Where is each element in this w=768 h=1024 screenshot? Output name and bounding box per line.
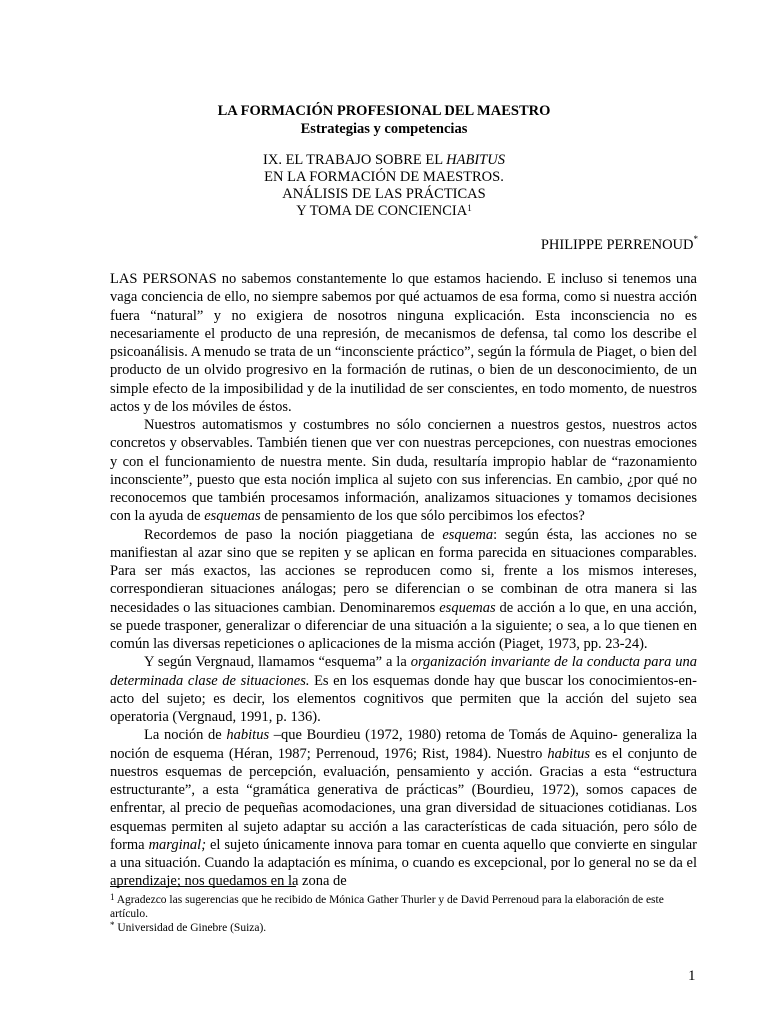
paragraph-1: LAS PERSONAS no sabemos constantemente lo que estamos haciendo. E incluso si tenemos una vaga conciencia de ello, no siempre sabemos por qué actuamos de esa forma, como si nuestra acción fuera “natural” y no exigiera de nosotros ninguna explicación. Esta inconsciencia no es necesariamente el producto de una represión, de mecanismos de defensa, tal como los describe el psicoanálisis. A menudo se trata de un “inconsciente práctico”, según la fórmula de Piaget, o bien del producto de un olvido progresivo en la formación de rutinas, o bien de un desconocimiento, de un simple efecto de la imposibilidad y de la inutilidad de ser conscientes, en todo momento, de nuestros actos y de los móviles de éstos. <box>110 271 697 415</box>
body-text <box>110 270 697 891</box>
author-line <box>540 234 698 254</box>
page-number: 1 <box>688 968 696 984</box>
footnote-1: $^1$ Agradezco las sugerencias que he recibido de Mónica Gather Thurler y de David Perrenoud para la elaboración de este artículo. <box>110 892 664 920</box>
footnote-ref-author: * <box>693 234 698 244</box>
book-title: LA FORMACIÓN PROFESIONAL DEL MAESTRO <box>217 103 551 119</box>
footnote-separator <box>110 886 296 887</box>
author-name: PHILIPPE PERRENOUD <box>540 237 694 253</box>
paragraph-3: Recordemos de paso la noción piaggetiana de esquema: según ésta, las acciones no se manifiestan al azar sino que se repiten y se aplican en forma parecida en situaciones comparables. Para ser más exactos, las acciones se reproducen como si, frente a los mismos intereses, correspondieran situaciones análogas; pero se diferencian o se combinan de otra manera si las necesidades o las situaciones cambian. Denominaremos esquemas de acción a lo que, en una acción, se puede trasponer, generalizar o diferenciar de una situación a la siguiente; o sea, a lo que tienen en común las diversas repeticiones o aplicaciones de la misma acción (Piaget, 1973, pp. 23-24). <box>110 526 697 652</box>
paragraph-5: La noción de habitus –que Bourdieu (1972, 1980) retoma de Tomás de Aquino- generaliza la noción de esquema (Héran, 1987; Perrenoud, 1976; Rist, 1984). Nuestro habitus es el conjunto de nuestros esquemas de percepción, evaluación, pensamiento y acción. Gracias a esta “estructura estructurante”, a esta “gramática generativa de prácticas” (Bourdieu, 1972), somos capaces de enfrentar, al precio de pequeñas acomodaciones, una gran diversidad de situaciones cotidianas. Los esquemas permiten al sujeto adaptar su acción a las características de cada situación, pero sólo de forma marginal; el sujeto únicamente innova para tomar en cuenta aquello que convierte en singular a una situación. Cuando la adaptación es mínima, o cuando es excepcional, por lo general no se da el aprendizaje; nos quedamos en la zona de <box>110 727 697 890</box>
chapter-title-line-1: IX. EL TRABAJO SOBRE EL HABITUS <box>263 152 505 168</box>
chapter-title-line-2: EN LA FORMACIÓN DE MAESTROS. <box>264 169 504 185</box>
chapter-title-line-3: ANÁLISIS DE LAS PRÁCTICAS <box>282 186 486 202</box>
paragraph-4: Y según Vergnaud, llamamos “esquema” a la organización invariante de la conducta para una determinada clase de situaciones. Es en los esquemas donde hay que buscar los conocimientos-en-acto del sujeto; es decir, los elementos cognitivos que permiten que la acción del sujeto sea operatoria (Vergnaud, 1991, p. 136). <box>110 654 697 725</box>
footnote-ref-1: 1 <box>467 203 472 213</box>
chapter-title-line-4: Y TOMA DE CONCIENCIA$^1$ <box>296 203 472 219</box>
paragraph-2: Nuestros automatismos y costumbres no sólo conciernen a nuestros gestos, nuestros actos concretos y observables. También tienen que ver con nuestras percepciones, con nuestras emociones y con el funcionamiento de nuestra mente. Sin duda, resultaría impropio hablar de “razonamiento inconsciente”, puesto que esta noción implica al sujeto con sus inferencias. En cambio, ¿por qué no reconocemos que también procesamos información, analizamos situaciones y tomamos decisiones con la ayuda de esquemas de pensamiento de los que sólo percibimos los efectos? <box>110 417 697 525</box>
footnote-2: * Universidad de Ginebre (Suiza). <box>110 920 267 934</box>
book-subtitle: Estrategias y competencias <box>300 121 468 137</box>
